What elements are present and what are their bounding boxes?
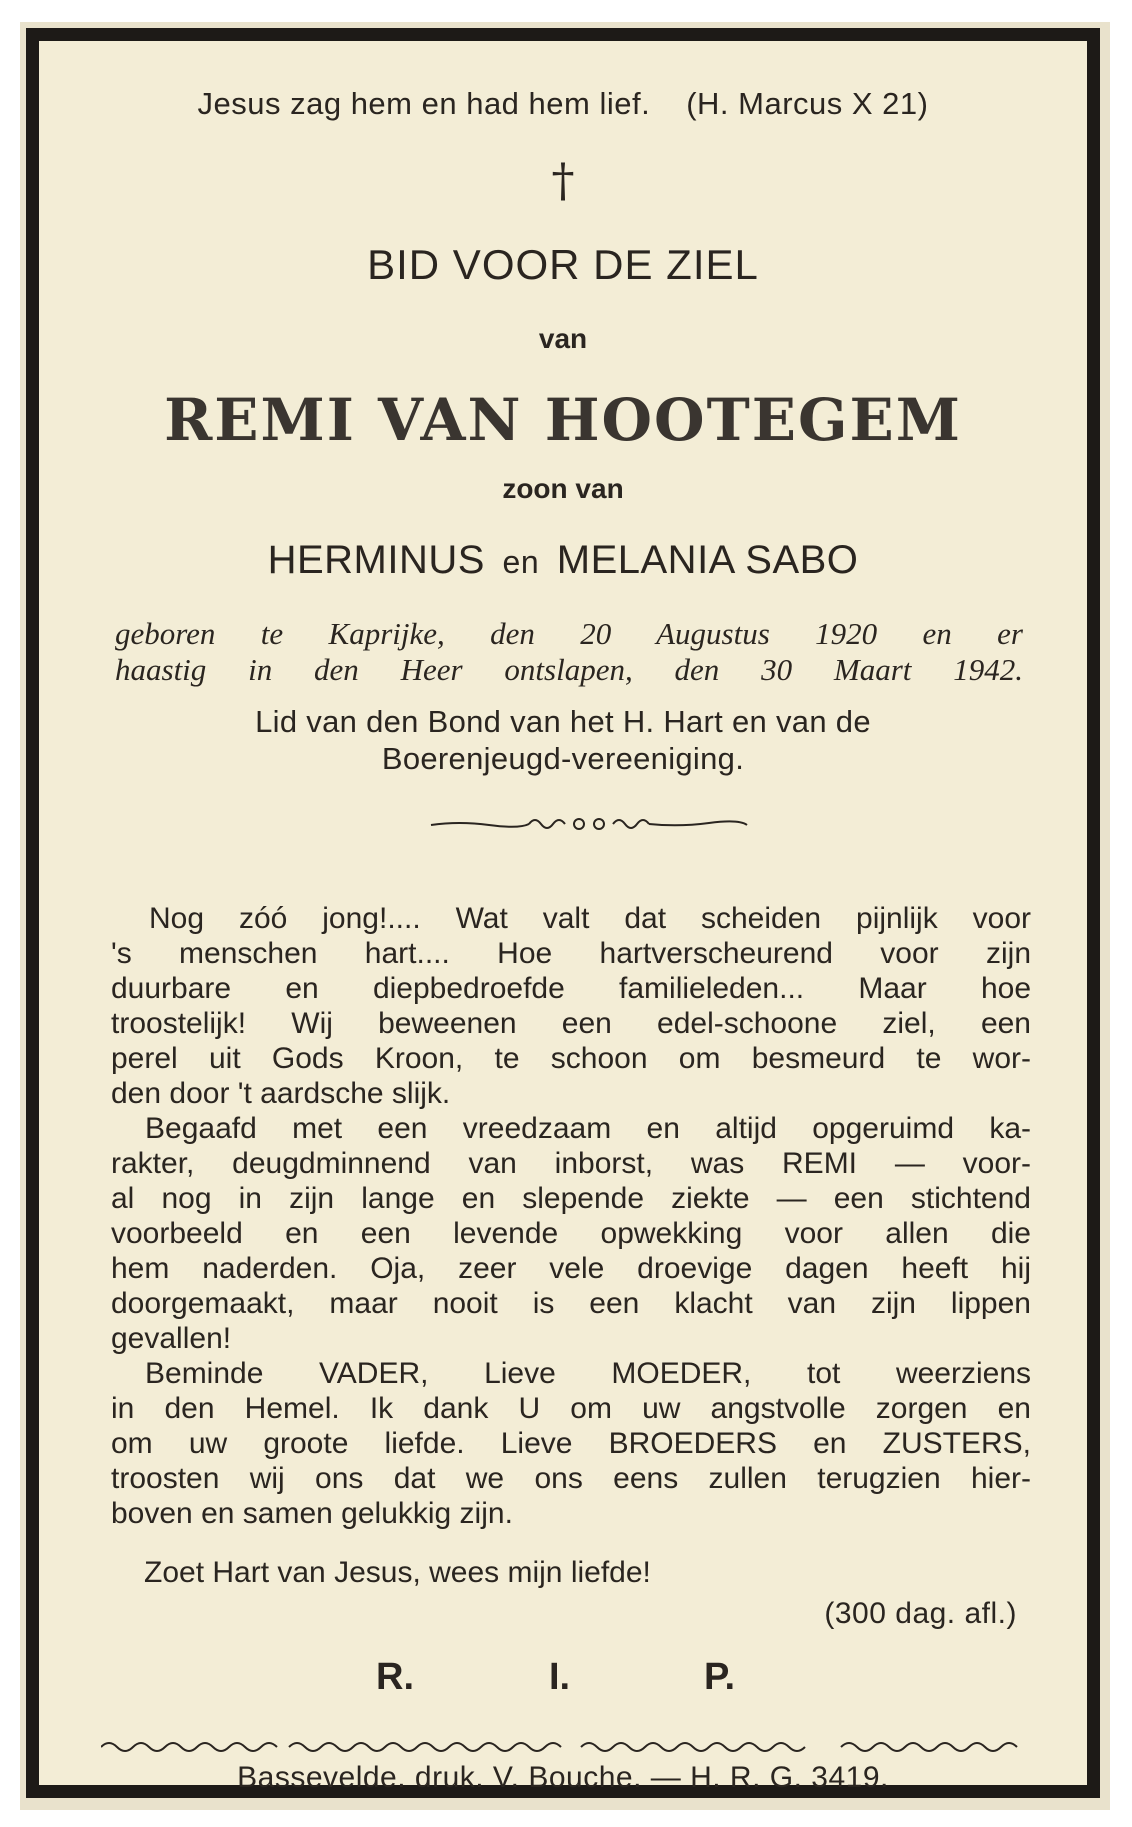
indulgence: (300 dag. afl.) [824,1597,1017,1630]
text-line: perel uit Gods Kroon, te schoon om besmeurd te wor- [111,1042,1031,1075]
text-line: rakter, deugdminnend van inborst, was REMI — voor- [111,1147,1031,1180]
death-line: haastig in den Heer ontslapen, den 30 Maart 1942. [115,652,1023,687]
text-line: troostelijk! Wij beweenen een edel-schoone ziel, een [111,1007,1031,1040]
paragraph-2 [111,1111,1031,1356]
mother-name: MELANIA SABO [556,538,859,582]
text-line: Nog zóó jong!.... Wat valt dat scheiden pijnlijk voor [149,902,1031,935]
rip-i: I. [549,1656,571,1698]
prayer: Zoet Hart van Jesus, wees mijn liefde! [144,1556,651,1589]
quote-reference: (H. Marcus X 21) [686,86,929,121]
deceased-name: REMI VAN HOOTEGEM [164,386,962,454]
membership-line: Boerenjeugd-vereeniging. [381,741,745,776]
paragraph-3 [111,1356,1031,1531]
birth-line: geboren te Kaprijke, den 20 Augustus 1920 en er [115,616,1023,651]
text-line: gevallen! [111,1322,232,1355]
text-line: boven en samen gelukkig zijn. [111,1497,513,1530]
memorial-card [26,28,1100,1798]
text-line: den door 't aardsche slijk. [111,1077,451,1110]
card-content [39,41,1087,1794]
text-line: in den Hemel. Ik dank U om uw angstvolle zorgen en [111,1392,1031,1425]
text-line: al nog in zijn lange en slepende ziekte — een stichtend [111,1182,1031,1215]
text-line: 's menschen hart.... Hoe hartverscheurend voor zijn [111,937,1031,970]
rip-p: P. [704,1656,736,1698]
text-line: troosten wij ons dat we ons eens zullen terugzien hier- [111,1462,1031,1495]
text-line: voorbeeld en een levende opwekking voor allen die [111,1217,1031,1250]
text-line: doorgemaakt, maar nooit is een klacht van zijn lippen [111,1287,1031,1320]
rip-r: R. [376,1656,414,1698]
parents-names [39,538,1087,583]
wave-divider-icon [101,1739,1019,1755]
cross-icon: † [551,153,575,207]
text-line: Begaafd met een vreedzaam en altijd opgeruimd ka- [145,1112,1031,1145]
ornament-divider-icon [429,811,749,837]
text-line: hem naderden. Oja, zeer vele droevige dagen heeft hij [111,1252,1031,1285]
printer-imprint: Bassevelde. druk. V. Bouche. — H. R. G. 3419. [237,1761,889,1794]
bible-quote [39,86,1087,122]
heading: BID VOOR DE ZIEL [367,241,759,288]
paragraph-1 [111,901,1031,1111]
quote-text: Jesus zag hem en had hem lief. [197,86,651,121]
membership-line: Lid van den Bond van het H. Hart en van de [255,704,871,739]
van-label: van [538,323,588,354]
zoon-van-label: zoon van [502,473,624,504]
text-line: om uw groote liefde. Lieve BROEDERS en ZUSTERS, [111,1427,1031,1460]
father-name: HERMINUS [267,538,485,582]
text-line: Beminde VADER, Lieve MOEDER, tot weerziens [145,1357,1031,1390]
and-label: en [502,544,540,580]
text-line: duurbare en diepbedroefde familieleden... Maar hoe [111,972,1031,1005]
